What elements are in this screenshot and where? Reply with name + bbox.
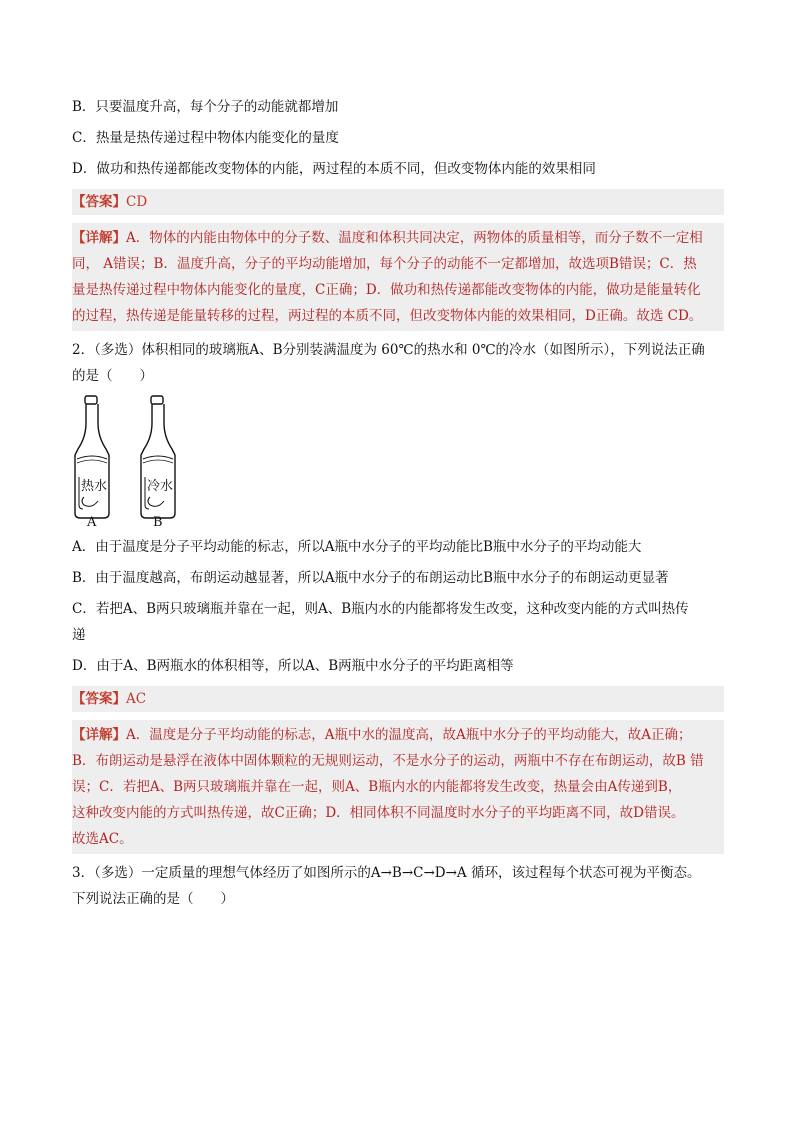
q3-stem-line2: 下列说法正确的是（ ） — [72, 891, 234, 907]
explain-row: 同， A错误；B．温度升高，分子的平均动能增加，每个分子的动能不一定都增加，故选项B错误；C．热 — [72, 256, 697, 272]
bottle-a-label: A — [87, 515, 97, 528]
answer-tag: 【答案】 — [72, 691, 126, 707]
q2-explanation — [72, 720, 724, 854]
q1-option-c: C．热量是热传递过程中物体内能变化的量度 — [72, 130, 339, 146]
q3-stem-line1: 3．（多选）一定质量的理想气体经历了如图所示的A→B→C→D→A 循环，该过程每个状态可视为平衡态。 — [72, 865, 701, 881]
explain-row: 【详解】A．物体的内能由物体中的分子数、温度和体积共同决定，两物体的质量相等，而分子数不一定相 — [72, 230, 703, 246]
answer-value: AC — [126, 691, 147, 707]
q2-option-c-line1: C．若把A、B两只玻璃瓶并靠在一起，则A、B瓶内水的内能都将发生改变，这种改变内能的方式叫热传 — [72, 601, 689, 617]
explain-row: B．布朗运动是悬浮在液体中固体颗粒的无规则运动，不是水分子的运动，两瓶中不存在布朗运动，故B 错 — [72, 753, 704, 769]
explain-tag: 【详解】 — [72, 230, 126, 246]
q2-option-d: D．由于A、B两瓶水的体积相等，所以A、B两瓶中水分子的平均距离相等 — [72, 658, 514, 674]
bottle-a — [75, 396, 109, 518]
q2-stem-line1: 2．（多选）体积相同的玻璃瓶A、B分别装满温度为 60℃的热水和 0℃的冷水（如图所示），下列说法正确 — [72, 342, 705, 358]
q2-option-a: A．由于温度是分子平均动能的标志，所以A瓶中水分子的平均动能比B瓶中水分子的平均动能大 — [72, 539, 642, 555]
q1-answer-block — [72, 189, 724, 215]
bottle-b-label: B — [153, 515, 163, 528]
explain-tag: 【详解】 — [72, 727, 126, 743]
q2-answer — [72, 686, 724, 712]
explain-row: 这种改变内能的方式叫热传递，故C正确；D．相同体积不同温度时水分子的平均距离不同，故D错误。 — [72, 805, 685, 821]
document-page — [72, 96, 724, 919]
bottle-b — [141, 396, 175, 518]
q1-explanation — [72, 223, 724, 331]
q2-option-c-line2: 递 — [72, 627, 86, 643]
q1-answer — [72, 189, 724, 215]
bottles-illustration — [72, 393, 182, 528]
explain-row: 【详解】A．温度是分子平均动能的标志，A瓶中水的温度高，故A瓶中水分子的平均动能大，故A正确； — [72, 727, 692, 743]
explain-row: 的过程，热传递是能量转移的过程，两过程的本质不同，但改变物体内能的效果相同，D正确。故选 CD。 — [72, 308, 703, 324]
answer-tag: 【答案】 — [72, 194, 126, 210]
q2-option-b: B．由于温度越高，布朗运动越显著，所以A瓶中水分子的布朗运动比B瓶中水分子的布朗运动更显著 — [72, 570, 669, 586]
q1-option-b: B．只要温度升高，每个分子的动能就都增加 — [72, 99, 339, 115]
bottle-b-text: 冷水 — [147, 479, 174, 494]
answer-value: CD — [126, 194, 148, 210]
q2-answer-block — [72, 686, 724, 712]
q2-explain-block — [72, 720, 724, 854]
q2-stem-line2: 的是（ ） — [72, 368, 153, 384]
explain-row: 量是热传递过程中物体内能变化的量度，C正确；D．做功和热传递都能改变物体的内能，做功是能量转化 — [72, 282, 701, 298]
q1-option-d: D．做功和热传递都能改变物体的内能，两过程的本质不同，但改变物体内能的效果相同 — [72, 161, 596, 177]
bottle-a-text: 热水 — [81, 479, 108, 494]
explain-row: 故选AC。 — [72, 831, 133, 847]
q1-explain-block — [72, 223, 724, 331]
explain-row: 误；C．若把A、B两只玻璃瓶并靠在一起，则A、B瓶内水的内能都将发生改变，热量会由A传递到B， — [72, 779, 682, 795]
bottles-figure — [72, 393, 182, 528]
